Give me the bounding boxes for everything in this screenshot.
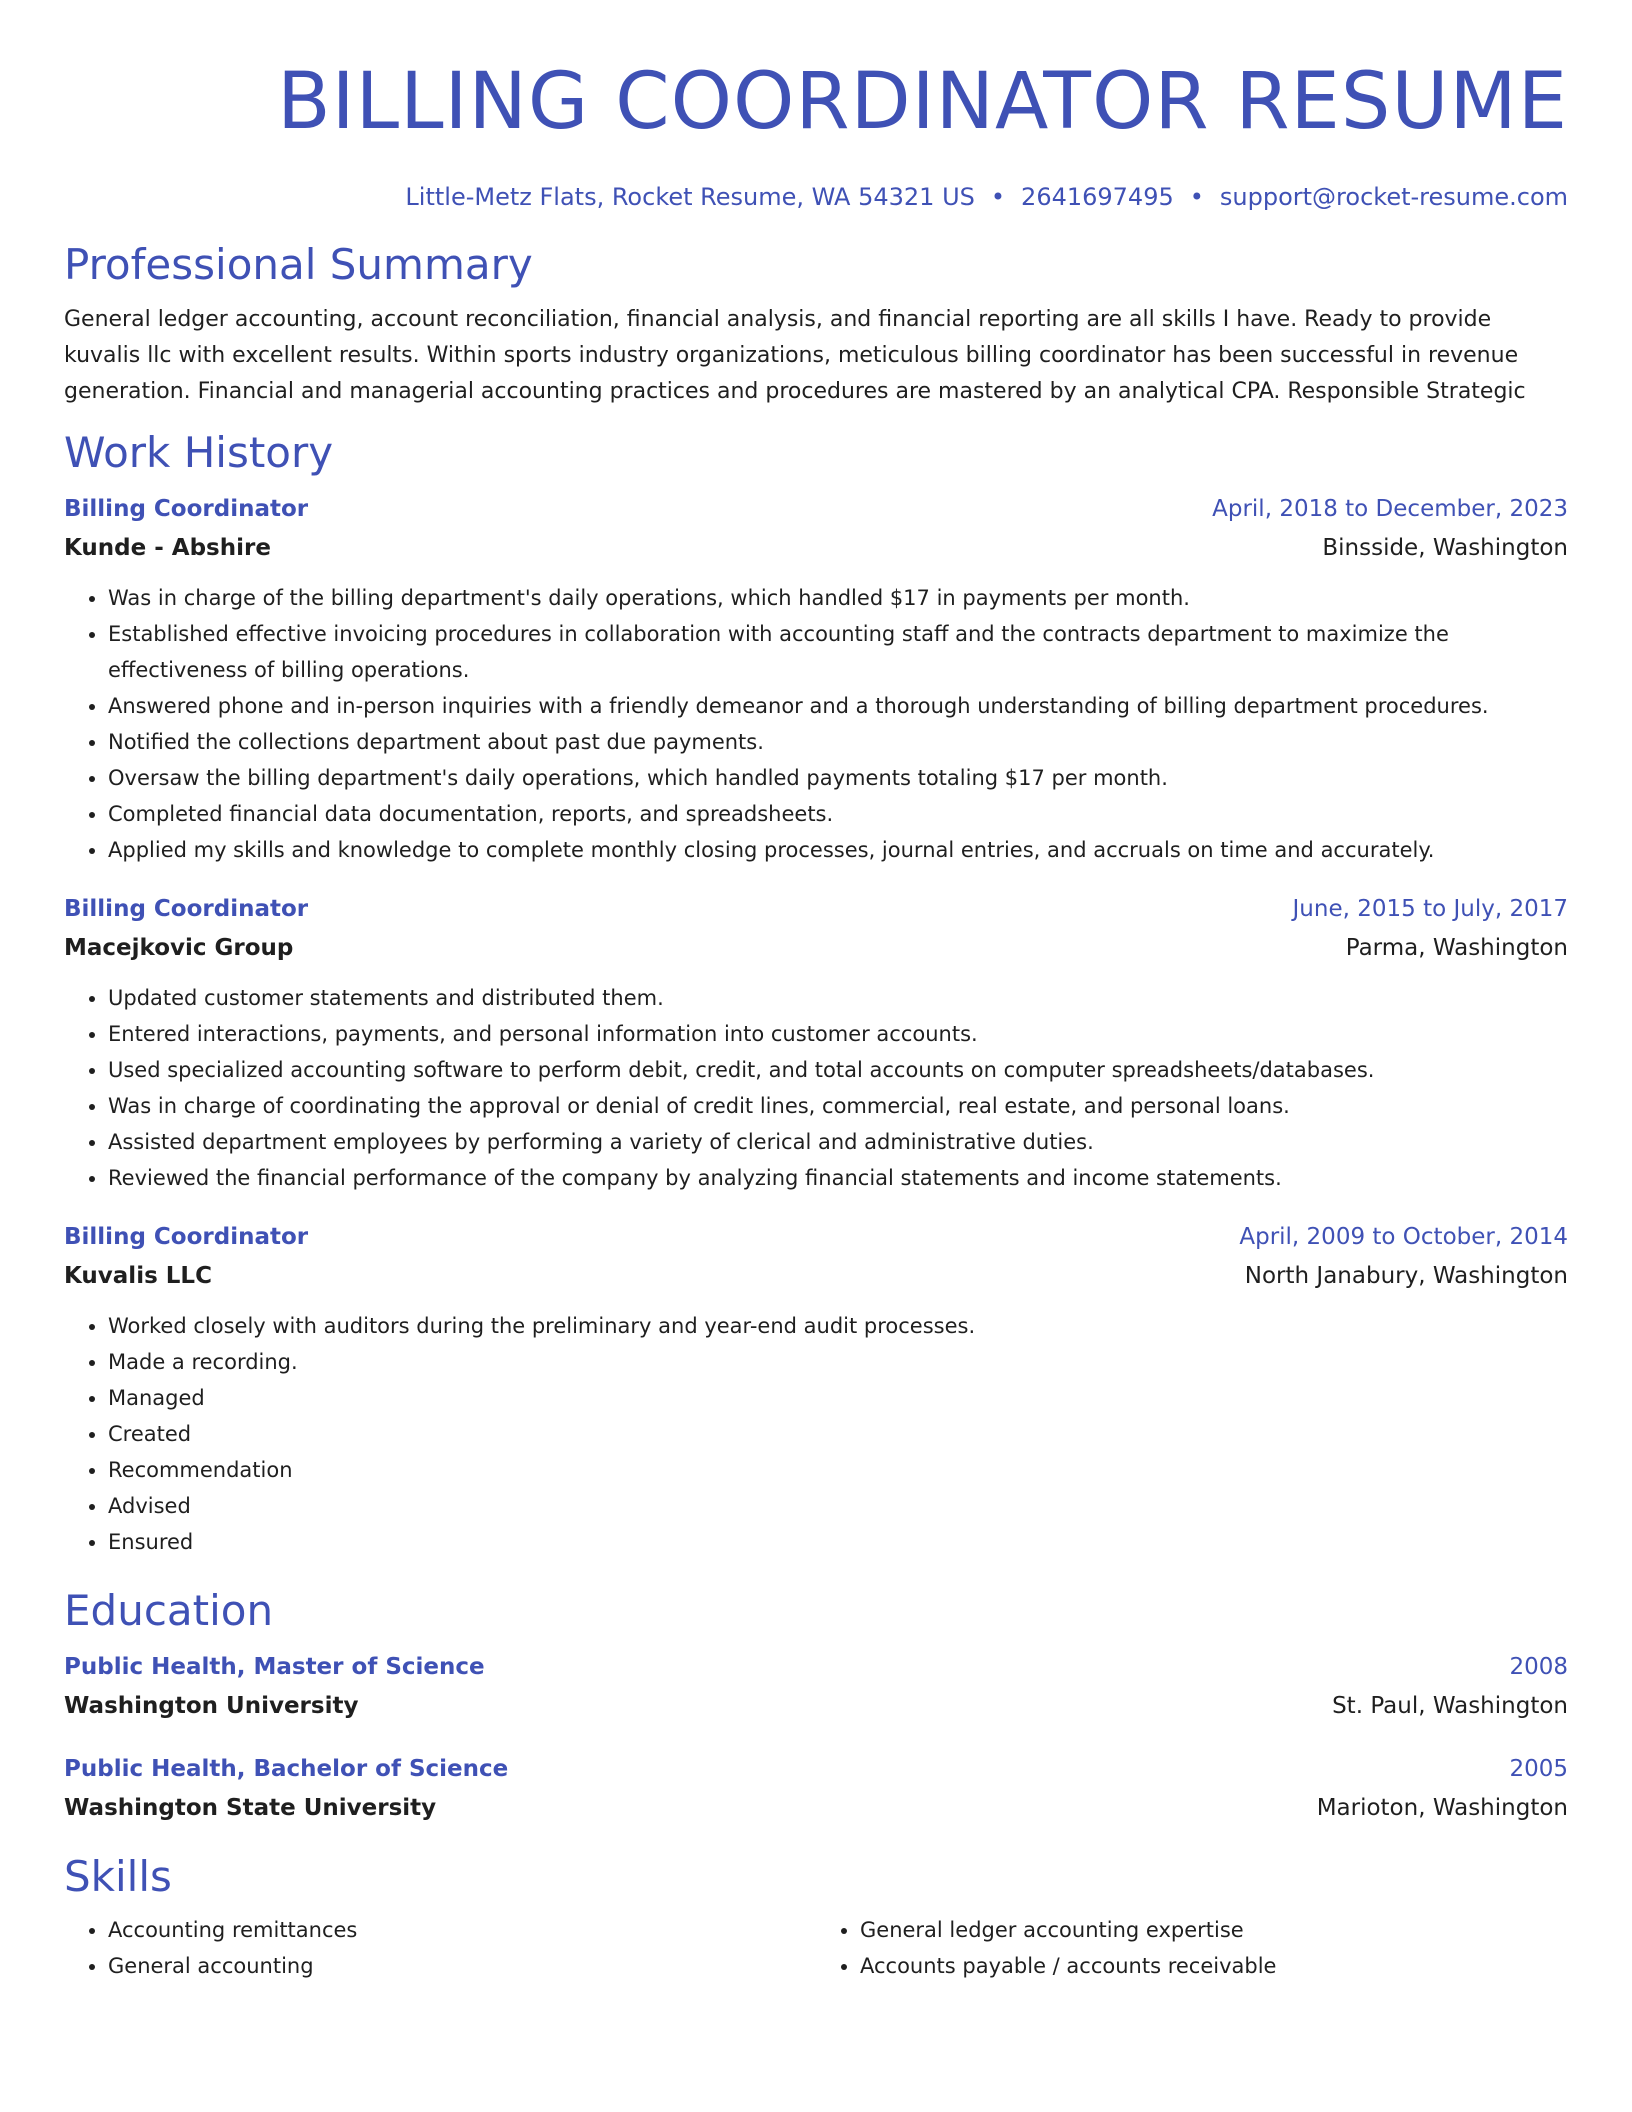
job-entry bbox=[64, 1218, 1568, 1560]
job-bullet: • Assisted department employees by performing a variety of clerical and administrative duties. bbox=[108, 1124, 1568, 1160]
contact-address: Little-Metz Flats, Rocket Resume, WA 54321 US bbox=[405, 183, 975, 211]
education-year: 2005 bbox=[1509, 1756, 1568, 1782]
job-bullet: • Ensured bbox=[108, 1524, 1568, 1560]
contact-separator: • bbox=[1189, 183, 1204, 211]
skill-item: • General ledger accounting expertise bbox=[860, 1912, 1568, 1948]
job-bullet: • Advised bbox=[108, 1488, 1568, 1524]
job-bullet-list bbox=[64, 980, 1568, 1196]
job-org-row bbox=[64, 528, 1568, 568]
education-header-row bbox=[64, 1648, 1568, 1686]
education-school-row bbox=[64, 1686, 1568, 1726]
job-dates: April, 2018 to December, 2023 bbox=[1212, 496, 1568, 522]
education-location: Marioton, Washington bbox=[1316, 1795, 1568, 1821]
job-role: Billing Coordinator bbox=[64, 1224, 309, 1250]
job-bullet: • Was in charge of the billing department's daily operations, which handled $17 in payments per month. bbox=[108, 580, 1568, 616]
job-bullet: • Updated customer statements and distributed them. bbox=[108, 980, 1568, 1016]
job-bullet: • Made a recording. bbox=[108, 1344, 1568, 1380]
job-role: Billing Coordinator bbox=[64, 896, 309, 922]
job-bullet: • Recommendation bbox=[108, 1452, 1568, 1488]
job-company: Kuvalis LLC bbox=[64, 1263, 212, 1289]
job-location: Parma, Washington bbox=[1345, 935, 1568, 961]
summary-heading: Professional Summary bbox=[64, 240, 533, 289]
job-bullet: • Oversaw the billing department's daily operations, which handled payments totaling $17 per month. bbox=[108, 760, 1568, 796]
job-location: Binsside, Washington bbox=[1322, 535, 1568, 561]
work-history-heading: Work History bbox=[64, 428, 334, 477]
contact-line bbox=[64, 180, 1568, 214]
contact-email: support@rocket-resume.com bbox=[1219, 183, 1568, 211]
education-entry bbox=[64, 1648, 1568, 1726]
skill-item: • Accounting remittances bbox=[108, 1912, 816, 1948]
job-org-row bbox=[64, 928, 1568, 968]
education-header-row bbox=[64, 1750, 1568, 1788]
job-bullet: • Worked closely with auditors during the preliminary and year-end audit processes. bbox=[108, 1308, 1568, 1344]
summary-text: General ledger accounting, account reconciliation, financial analysis, and financial reporting are all skills I have. Ready to provide kuvalis llc with excellent results. Within sports industry organizations, meticulous billing coordinator has been successful in revenue generation. Financial and managerial accounting practices and procedures are mastered by an analytical CPA. Responsible Strategic bbox=[64, 307, 1526, 404]
job-header-row bbox=[64, 490, 1568, 528]
job-bullet: • Answered phone and in-person inquiries with a friendly demeanor and a thorough understanding of billing department procedures. bbox=[108, 688, 1568, 724]
job-entry bbox=[64, 890, 1568, 1196]
job-company: Macejkovic Group bbox=[64, 935, 294, 961]
job-bullet-list bbox=[64, 580, 1568, 868]
education-year: 2008 bbox=[1509, 1654, 1568, 1680]
job-header-row bbox=[64, 1218, 1568, 1256]
job-bullet: • Managed bbox=[108, 1380, 1568, 1416]
job-bullet: • Used specialized accounting software to perform debit, credit, and total accounts on computer spreadsheets/databases. bbox=[108, 1052, 1568, 1088]
job-bullet: • Applied my skills and knowledge to complete monthly closing processes, journal entries, and accruals on time and accurately. bbox=[108, 832, 1568, 868]
job-role: Billing Coordinator bbox=[64, 496, 309, 522]
job-company: Kunde - Abshire bbox=[64, 535, 271, 561]
skill-item: • General accounting bbox=[108, 1948, 816, 1984]
contact-separator: • bbox=[990, 183, 1006, 211]
resume-title: BILLING COORDINATOR RESUME bbox=[277, 57, 1568, 147]
education-school: Washington State University bbox=[64, 1795, 437, 1821]
job-location: North Janabury, Washington bbox=[1244, 1263, 1568, 1289]
contact-phone: 2641697495 bbox=[1021, 183, 1174, 211]
job-bullet: • Entered interactions, payments, and personal information into customer accounts. bbox=[108, 1016, 1568, 1052]
job-bullet: • Reviewed the financial performance of the company by analyzing financial statements and income statements. bbox=[108, 1160, 1568, 1196]
skills-columns bbox=[64, 1912, 1568, 1984]
job-header-row bbox=[64, 890, 1568, 928]
job-dates: April, 2009 to October, 2014 bbox=[1239, 1224, 1568, 1250]
job-bullet-list bbox=[64, 1308, 1568, 1560]
job-entry bbox=[64, 490, 1568, 868]
education-degree: Public Health, Bachelor of Science bbox=[64, 1756, 509, 1782]
skill-item: • Accounts payable / accounts receivable bbox=[860, 1948, 1568, 1984]
education-degree: Public Health, Master of Science bbox=[64, 1654, 485, 1680]
job-bullet: • Created bbox=[108, 1416, 1568, 1452]
education-location: St. Paul, Washington bbox=[1332, 1693, 1568, 1719]
job-org-row bbox=[64, 1256, 1568, 1296]
job-bullet: • Completed financial data documentation, reports, and spreadsheets. bbox=[108, 796, 1568, 832]
education-entry bbox=[64, 1750, 1568, 1828]
education-heading: Education bbox=[64, 1586, 274, 1635]
job-bullet: • Established effective invoicing procedures in collaboration with accounting staff and the contracts department to maximize the effectiveness of billing operations. bbox=[108, 616, 1568, 688]
skills-list-right bbox=[816, 1912, 1568, 1984]
education-school-row bbox=[64, 1788, 1568, 1828]
skills-heading: Skills bbox=[64, 1852, 172, 1901]
job-bullet: • Was in charge of coordinating the approval or denial of credit lines, commercial, real estate, and personal loans. bbox=[108, 1088, 1568, 1124]
job-bullet: • Notified the collections department about past due payments. bbox=[108, 724, 1568, 760]
skills-list-left bbox=[64, 1912, 816, 1984]
education-school: Washington University bbox=[64, 1693, 359, 1719]
job-dates: June, 2015 to July, 2017 bbox=[1292, 896, 1568, 922]
